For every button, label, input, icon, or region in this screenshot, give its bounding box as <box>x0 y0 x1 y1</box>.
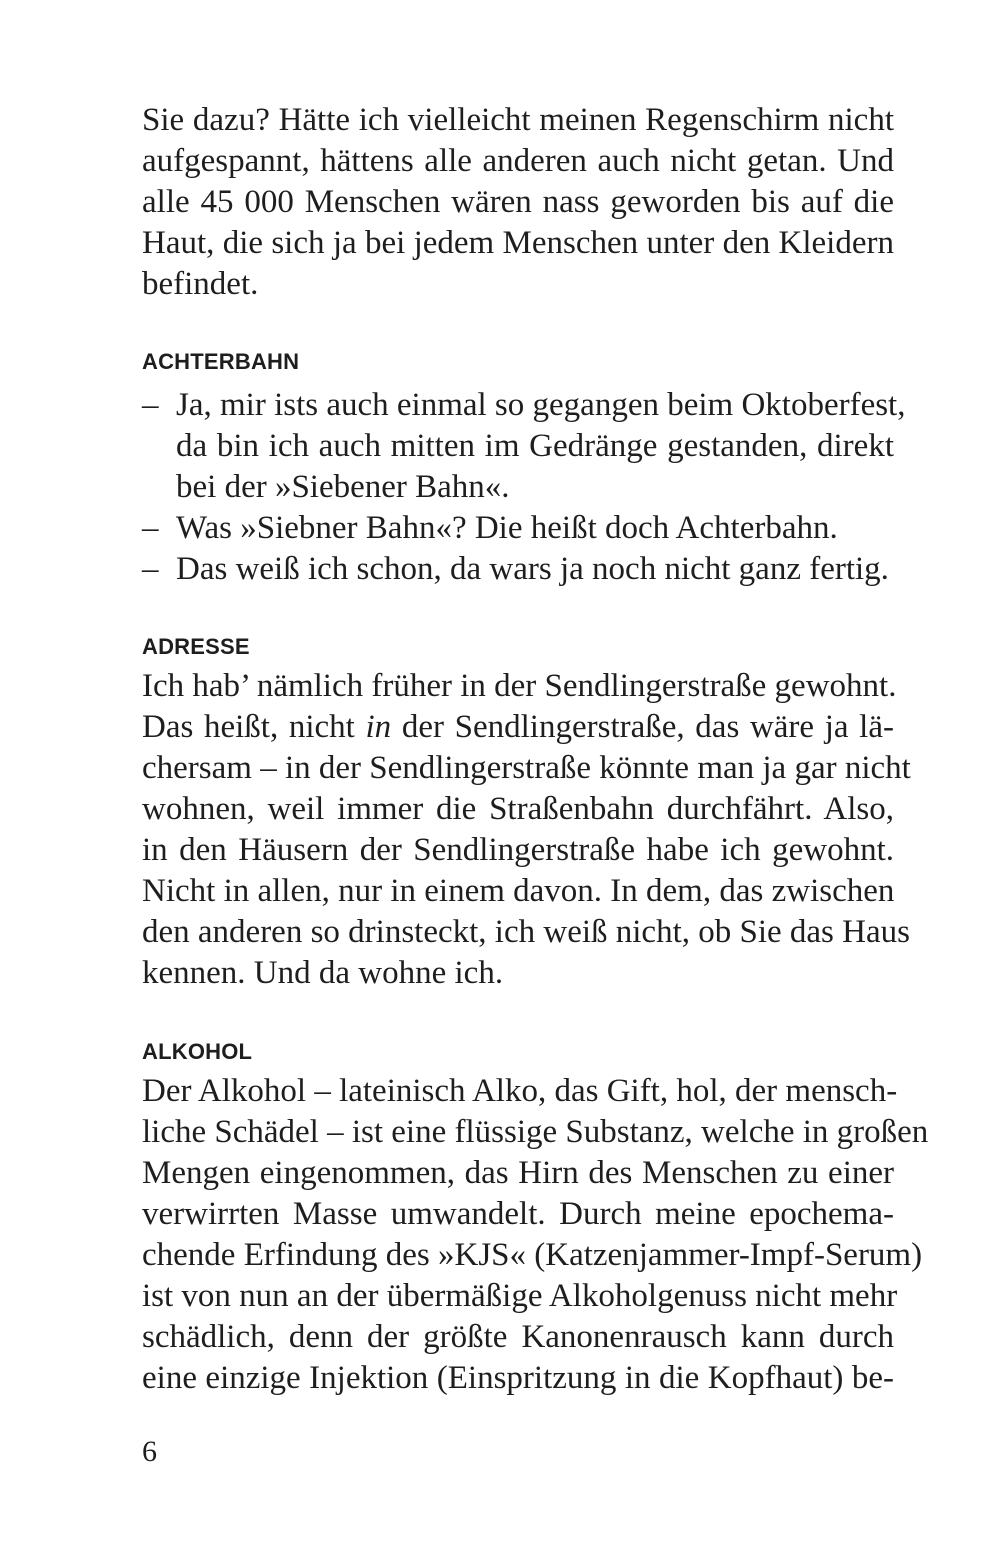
dialog-item <box>142 385 906 508</box>
dialog-line-text: Das weiß ich schon, da wars ja noch nicht ganz fertig. <box>176 551 889 587</box>
adresse-line-part: Das heißt, nicht <box>142 709 366 745</box>
adresse-line: den anderen so drinsteckt, ich weiß nicht, ob Sie das Haus <box>142 914 910 950</box>
section-achterbahn <box>142 347 894 377</box>
dialog-dash: – <box>142 551 159 587</box>
alkohol-line: schädlich, denn der größte Kanonenrausch kann durch <box>142 1319 894 1355</box>
adresse-line-part: der Sendlingerstraße, das wäre ja lä- <box>391 709 894 745</box>
dialog-dash: – <box>142 387 159 423</box>
adresse-line: chersam – in der Sendlingerstraße könnte man ja gar nicht <box>142 750 911 786</box>
adresse-line: Ich hab’ nämlich früher in der Sendlingerstraße gewohnt. <box>142 668 897 704</box>
intro-line: befindet. <box>142 266 259 302</box>
adresse-italic-word: in <box>365 709 392 745</box>
adresse-line: in den Häusern der Sendlingerstraße habe ich gewohnt. <box>142 832 894 868</box>
adresse-line: kennen. Und da wohne ich. <box>142 955 504 991</box>
adresse-line: Nicht in allen, nur in einem davon. In dem, das zwischen <box>142 873 895 909</box>
intro-line: Sie dazu? Hätte ich vielleicht meinen Regenschirm nicht <box>142 102 894 138</box>
adresse-line <box>142 707 894 748</box>
dialog-line-text: bei der »Siebener Bahn«. <box>176 469 510 505</box>
dialog-item <box>142 508 894 549</box>
section-heading-achterbahn: ACHTERBAHN <box>142 349 300 374</box>
intro-line: Haut, die sich ja bei jedem Menschen unter den Kleidern <box>142 225 894 261</box>
page-number: 6 <box>142 1435 157 1468</box>
section-heading-adresse: ADRESSE <box>142 634 250 659</box>
section-alkohol <box>142 1037 894 1067</box>
achterbahn-dialog <box>142 385 906 590</box>
section-adresse <box>142 632 894 662</box>
alkohol-line: eine einzige Injektion (Einspritzung in die Kopfhaut) be- <box>142 1360 894 1396</box>
intro-line: alle 45 000 Menschen wären nass geworden bis auf die <box>142 184 894 220</box>
alkohol-line: Mengen eingenommen, das Hirn des Menschen zu einer <box>142 1155 894 1191</box>
dialog-dash: – <box>142 510 159 546</box>
dialog-line-text: Ja, mir ists auch einmal so gegangen beim Oktoberfest, <box>176 387 906 423</box>
alkohol-line: verwirrten Masse umwandelt. Durch meine epochema- <box>142 1196 894 1232</box>
intro-line: aufgespannt, hättens alle anderen auch nicht getan. Und <box>142 143 894 179</box>
dialog-line-text: da bin ich auch mitten im Gedränge gestanden, direkt <box>176 428 894 464</box>
alkohol-line: liche Schädel – ist eine flüssige Substanz, welche in großen <box>142 1114 929 1150</box>
section-heading-alkohol: ALKOHOL <box>142 1039 253 1064</box>
alkohol-line: ist von nun an der übermäßige Alkoholgenuss nicht mehr <box>142 1278 898 1314</box>
dialog-line-text: Was »Siebner Bahn«? Die heißt doch Achterbahn. <box>176 510 838 546</box>
alkohol-paragraph <box>142 1071 929 1399</box>
alkohol-line: chende Erfindung des »KJS« (Katzenjammer-Impf-Serum) <box>142 1237 923 1273</box>
alkohol-line: Der Alkohol – lateinisch Alko, das Gift, hol, der mensch- <box>142 1073 898 1109</box>
adresse-paragraph <box>142 666 911 994</box>
dialog-item <box>142 549 894 590</box>
adresse-line: wohnen, weil immer die Straßenbahn durchfährt. Also, <box>142 791 894 827</box>
intro-paragraph <box>142 100 894 305</box>
